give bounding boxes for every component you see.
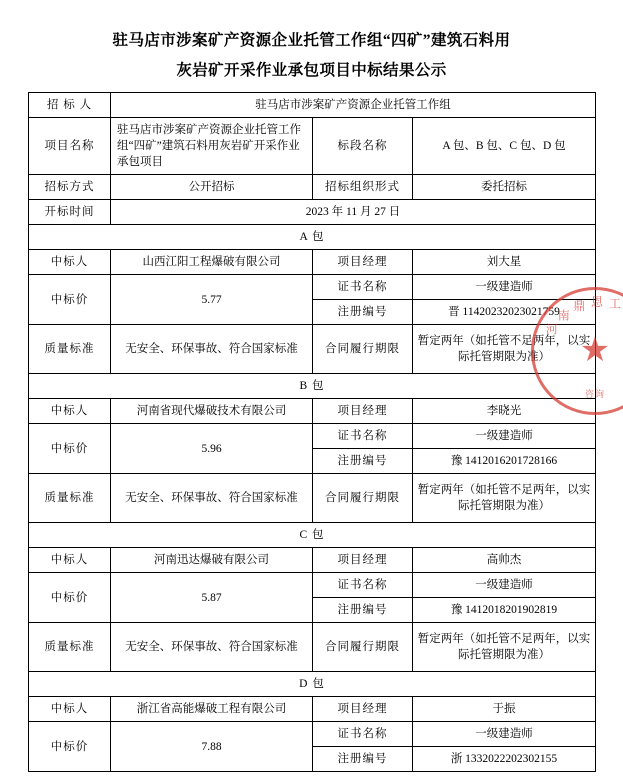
section-header-package-a <box>29 225 596 250</box>
section-header-package-b <box>29 374 596 399</box>
label-contract-period-b-text: 合同履行期限 <box>325 492 400 504</box>
value-project-manager-b: 李晓光 <box>413 399 596 424</box>
value-winner-c: 河南迅达爆破有限公司 <box>111 548 313 573</box>
page-title-line2: 灰岩矿开采作业承包项目中标结果公示 <box>176 62 447 79</box>
value-contract-period-c: 暂定两年（如托管不足两年，以实际托管期限为准） <box>413 623 596 672</box>
table-row-bid-price-b <box>29 424 596 449</box>
table-row-quality-b <box>29 474 596 523</box>
value-bid-price-a: 5.77 <box>111 275 313 325</box>
value-project-manager-c: 高帅杰 <box>413 548 596 573</box>
package-name-d: D 包 <box>29 672 596 697</box>
value-winner-d: 浙江省高能爆破工程有限公司 <box>111 697 313 722</box>
section-header-package-c <box>29 523 596 548</box>
label-tenderer: 招 标 人 <box>29 93 111 118</box>
label-registration-number-a: 注册编号 <box>313 300 413 325</box>
table-row-quality-a <box>29 325 596 374</box>
label-project-name: 项目名称 <box>29 118 111 175</box>
value-tender-method: 公开招标 <box>111 175 313 200</box>
value-registration-number-c: 豫 1412018201902819 <box>413 598 596 623</box>
label-bid-price-b: 中标价 <box>29 424 111 474</box>
value-quality-standard-c: 无安全、环保事故、符合国家标准 <box>111 623 313 672</box>
label-winner-b: 中标人 <box>29 399 111 424</box>
label-winner-d: 中标人 <box>29 697 111 722</box>
label-tender-method: 招标方式 <box>29 175 111 200</box>
value-contract-period-a: 暂定两年（如托管不足两年，以实际托管期限为准） <box>413 325 596 374</box>
value-bid-price-b: 5.96 <box>111 424 313 474</box>
value-quality-standard-b: 无安全、环保事故、符合国家标准 <box>111 474 313 523</box>
value-winner-a: 山西江阳工程爆破有限公司 <box>111 250 313 275</box>
label-quality-standard-b: 质量标准 <box>29 474 111 523</box>
label-registration-number-d: 注册编号 <box>313 747 413 772</box>
value-certificate-name-c: 一级建造师 <box>413 573 596 598</box>
value-registration-number-d: 浙 1332022202302155 <box>413 747 596 772</box>
table-row-winner-a <box>29 250 596 275</box>
label-project-manager-a: 项目经理 <box>313 250 413 275</box>
label-contract-period-b <box>313 474 413 523</box>
value-registration-number-b: 豫 1412016201728166 <box>413 449 596 474</box>
document-page <box>0 26 623 780</box>
label-project-manager-c: 项目经理 <box>313 548 413 573</box>
section-header-package-d <box>29 672 596 697</box>
package-name-a: A 包 <box>29 225 596 250</box>
bid-result-table <box>28 92 596 772</box>
table-row-tender-method <box>29 175 596 200</box>
table-row-project-name <box>29 118 596 175</box>
table-row-winner-c <box>29 548 596 573</box>
table-row-winner-d <box>29 697 596 722</box>
value-project-name: 驻马店市涉案矿产资源企业托管工作组“四矿”建筑石料用灰岩矿开采作业承包项目 <box>111 118 313 175</box>
label-project-manager-b: 项目经理 <box>313 399 413 424</box>
value-certificate-name-a: 一级建造师 <box>413 275 596 300</box>
label-certificate-name-b: 证书名称 <box>313 424 413 449</box>
table-row-bid-price-d <box>29 722 596 747</box>
label-registration-number-c: 注册编号 <box>313 598 413 623</box>
table-row-quality-c <box>29 623 596 672</box>
value-bid-open-time: 2023 年 11 月 27 日 <box>111 200 596 225</box>
seal-char-3: 鼎 <box>573 299 586 314</box>
page-title <box>28 26 595 86</box>
label-bid-price-a: 中标价 <box>29 275 111 325</box>
label-winner-c: 中标人 <box>29 548 111 573</box>
seal-star-icon: ★ <box>579 332 611 369</box>
package-name-c: C 包 <box>29 523 596 548</box>
label-contract-period-a-text: 合同履行期限 <box>325 343 400 355</box>
label-quality-standard-a: 质量标准 <box>29 325 111 374</box>
value-contract-period-b: 暂定两年（如托管不足两年，以实际托管期限为准） <box>413 474 596 523</box>
value-project-manager-a: 刘大星 <box>413 250 596 275</box>
label-organization-form: 招标组织形式 <box>313 175 413 200</box>
seal-char-5: 工 <box>609 296 622 311</box>
value-winner-b: 河南省现代爆破技术有限公司 <box>111 399 313 424</box>
label-bid-price-c: 中标价 <box>29 573 111 623</box>
value-tenderer: 驻马店市涉案矿产资源企业托管工作组 <box>111 93 596 118</box>
label-quality-standard-c: 质量标准 <box>29 623 111 672</box>
value-certificate-name-b: 一级建造师 <box>413 424 596 449</box>
value-registration-number-a: 晋 11420232023021759 <box>413 300 596 325</box>
label-certificate-name-c: 证书名称 <box>313 573 413 598</box>
seal-char-1: 河 <box>545 322 558 337</box>
label-winner-a: 中标人 <box>29 250 111 275</box>
label-project-manager-d: 项目经理 <box>313 697 413 722</box>
label-contract-period-c <box>313 623 413 672</box>
value-section-name: A 包、B 包、C 包、D 包 <box>413 118 596 175</box>
seal-bottom-text: 咨询 <box>584 389 605 399</box>
label-section-name: 标段名称 <box>313 118 413 175</box>
label-bid-open-time: 开标时间 <box>29 200 111 225</box>
value-bid-price-d: 7.88 <box>111 722 313 772</box>
label-contract-period-c-text: 合同履行期限 <box>325 641 400 653</box>
label-bid-price-d: 中标价 <box>29 722 111 772</box>
value-bid-price-c: 5.87 <box>111 573 313 623</box>
value-organization-form: 委托招标 <box>413 175 596 200</box>
package-name-b: B 包 <box>29 374 596 399</box>
table-row-tenderer <box>29 93 596 118</box>
label-certificate-name-a: 证书名称 <box>313 275 413 300</box>
value-quality-standard-a: 无安全、环保事故、符合国家标准 <box>111 325 313 374</box>
page-title-line1: 驻马店市涉案矿产资源企业托管工作组“四矿”建筑石料用 <box>112 32 511 49</box>
label-certificate-name-d: 证书名称 <box>313 722 413 747</box>
table-row-winner-b <box>29 399 596 424</box>
table-row-bid-price-a <box>29 275 596 300</box>
label-contract-period-a <box>313 325 413 374</box>
table-row-bid-price-c <box>29 573 596 598</box>
seal-char-2: 南 <box>557 308 570 323</box>
label-registration-number-b: 注册编号 <box>313 449 413 474</box>
value-project-manager-d: 于振 <box>413 697 596 722</box>
value-certificate-name-d: 一级建造师 <box>413 722 596 747</box>
table-row-bid-open-time <box>29 200 596 225</box>
seal-char-4: 恩 <box>590 295 603 310</box>
